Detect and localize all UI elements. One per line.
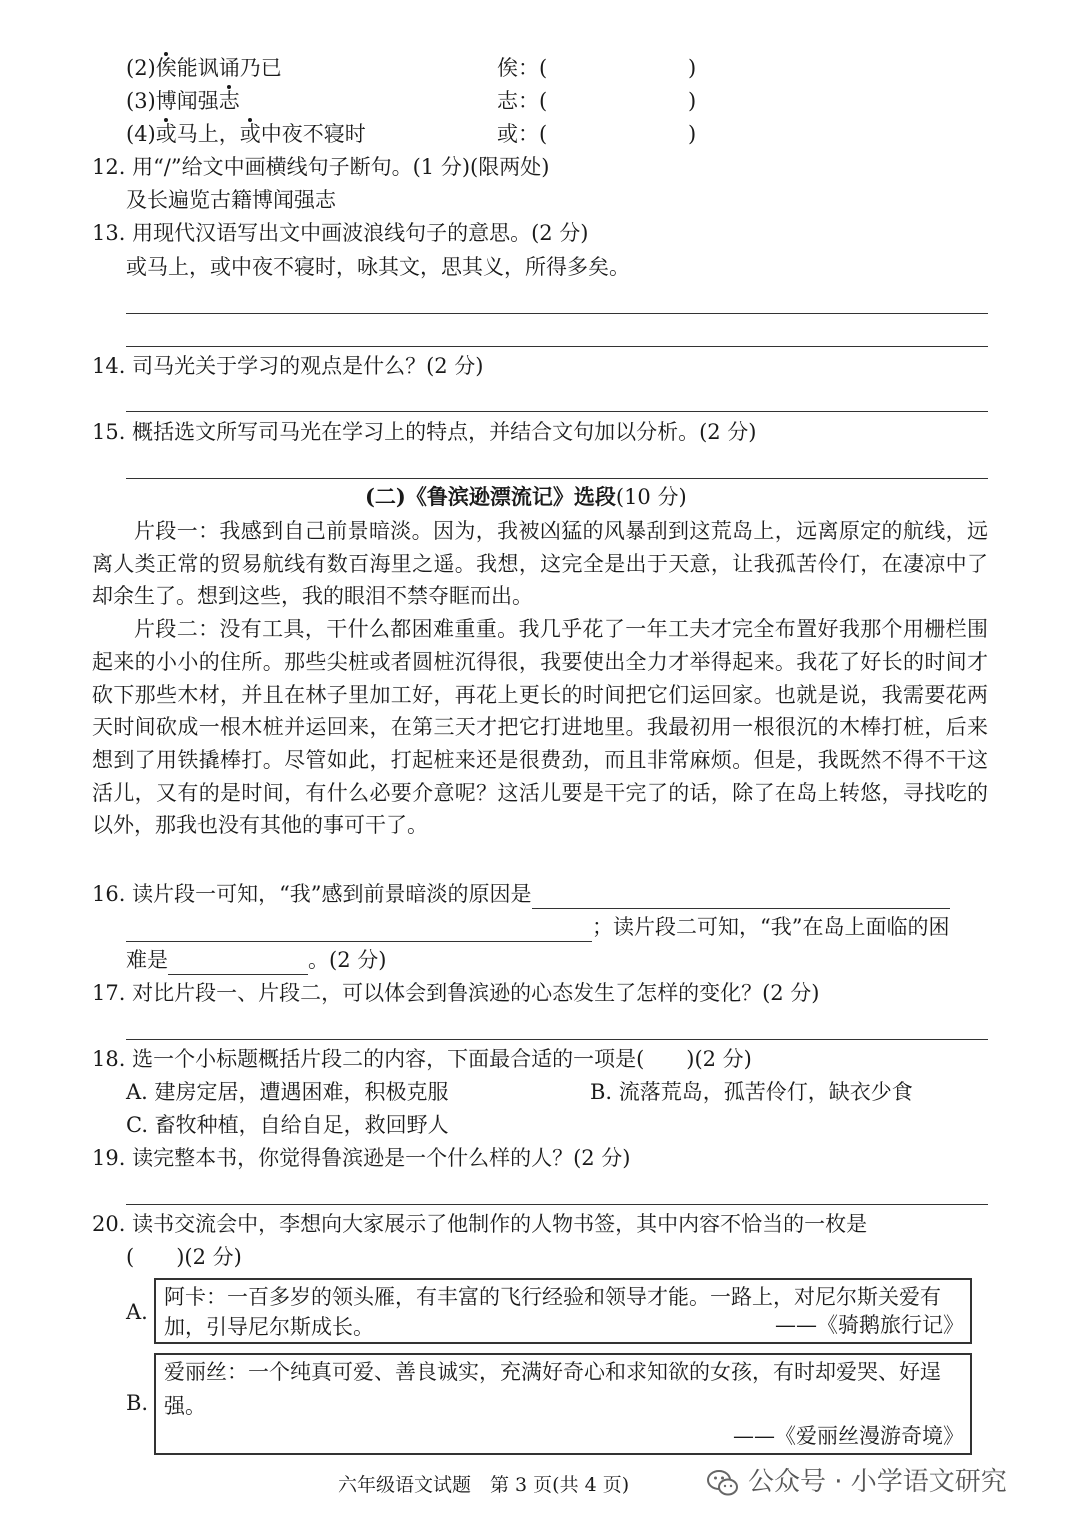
page-footer: 六年级语文试题 第 3 页(共 4 页) <box>338 1474 630 1496</box>
q12-sentence: 及长遍览古籍博闻强志 <box>126 188 336 212</box>
q15-stem: 15. 概括选文所写司马光在学习上的特点，并结合文句加以分析。(2 分) <box>92 420 757 444</box>
bookmark-b-source: ——《爱丽丝漫游奇境》 <box>733 1424 964 1448</box>
passage-fragment-1: 片段一：我感到自己前景暗淡。因为，我被凶猛的风暴刮到这荒岛上，远离原定的航线，远离人类正常的贸易航线有数百海里之遥。我想，这完全是出于天意，让我孤苦伶仃，在凄凉中了却余生了。想到这些，我的眼泪不禁夺眶而出。 <box>92 519 988 609</box>
watermark-text: 公众号 · 小学语文研究 <box>748 1467 1007 1497</box>
q11-item-2-answer: 俟：( <box>497 56 548 80</box>
q20-option-a-label[interactable]: A. <box>126 1300 148 1324</box>
fill-blank[interactable] <box>532 884 950 909</box>
q11-item-2-close: ) <box>688 56 697 80</box>
answer-line[interactable] <box>126 346 988 347</box>
bookmark-a-source: ——《骑鹅旅行记》 <box>775 1313 964 1337</box>
section-title: (二)《鲁滨逊漂流记》选段(10 分) <box>365 484 687 509</box>
q13-sentence: 或马上，或中夜不寝时，咏其文，思其义，所得多矣。 <box>126 255 630 279</box>
q20-stem-line2: ( )(2 分) <box>126 1245 242 1269</box>
answer-line[interactable] <box>126 478 988 479</box>
q13-stem: 13. 用现代汉语写出文中画波浪线句子的意思。(2 分) <box>92 221 589 245</box>
passage <box>92 515 988 842</box>
q18-stem: 18. 选一个小标题概括片段二的内容，下面最合适的一项是( )(2 分) <box>92 1047 752 1071</box>
q17-stem: 17. 对比片段一、片段二，可以体会到鲁滨逊的心态发生了怎样的变化？(2 分) <box>92 981 820 1005</box>
q11-item-3-close: ) <box>688 89 697 113</box>
q20-option-b-label[interactable]: B. <box>126 1391 149 1415</box>
answer-line[interactable] <box>126 1204 988 1205</box>
q11-item-4-close: ) <box>688 122 697 146</box>
q11-item-4-answer: 或：( <box>497 122 548 146</box>
q16-line2: ；读片段二可知，“我”在岛上面临的困 <box>126 912 949 942</box>
q18-option-c[interactable]: C. 畜牧种植，自给自足，救回野人 <box>126 1113 449 1137</box>
q11-item-2: (2)俟能讽诵乃已 <box>126 56 282 80</box>
q19-stem: 19. 读完整本书，你觉得鲁滨逊是一个什么样的人？(2 分) <box>92 1146 631 1170</box>
bookmark-a-text: 阿卡：一百多岁的领头雁，有丰富的飞行经验和领导才能。一路上，对尼尔斯关爱有加，引导尼尔斯成长。 <box>164 1285 941 1339</box>
wechat-icon <box>706 1466 740 1500</box>
q18-option-a[interactable]: A. 建房定居，遭遇困难，积极克服 <box>126 1080 449 1104</box>
fill-blank[interactable] <box>168 950 308 975</box>
fill-blank[interactable] <box>126 917 592 942</box>
q12-stem: 12. 用“/”给文中画横线句子断句。(1 分)(限两处) <box>92 155 550 179</box>
q11-item-3: (3)博闻强志 <box>126 89 240 113</box>
q14-stem: 14. 司马光关于学习的观点是什么？(2 分) <box>92 354 484 378</box>
answer-line[interactable] <box>126 1039 988 1040</box>
q18-option-b[interactable]: B. 流落荒岛，孤苦伶仃，缺衣少食 <box>590 1080 913 1104</box>
answer-line[interactable] <box>126 411 988 412</box>
bookmark-a[interactable] <box>154 1278 972 1344</box>
q16-stem: 16. 读片段一可知，“我”感到前景暗淡的原因是 <box>92 879 950 909</box>
passage-fragment-2: 片段二：没有工具，干什么都困难重重。我几乎花了一年工夫才完全布置好我那个用栅栏围起来的小小的住所。那些尖桩或者圆桩沉得很，我要使出全力才举得起来。我花了好长的时间才砍下那些木材，并且在林子里加工好，再花上更长的时间把它们运回家。也就是说，我需要花两天时间砍成一根木桩并运回来，在第三天才把它打进地里。我最初用一根很沉的木棒打桩，后来想到了用铁撬棒打。尽管如此，打起桩来还是很费劲，而且非常麻烦。但是，我既然不得不干这活儿，又有的是时间，有什么必要介意呢？这活儿要是干完了的话，除了在岛上转悠，寻找吃的以外，那我也没有其他的事可干了。 <box>92 617 988 838</box>
q20-stem: 20. 读书交流会中，李想向大家展示了他制作的人物书签，其中内容不恰当的一枚是 <box>92 1212 868 1236</box>
bookmark-b[interactable] <box>154 1353 972 1455</box>
q11-item-4: (4)或马上，或中夜不寝时 <box>126 122 366 146</box>
answer-line[interactable] <box>126 313 988 314</box>
q11-item-3-answer: 志：( <box>497 89 548 113</box>
q16-line3: 难是 。(2 分) <box>126 945 386 975</box>
bookmark-b-text: 爱丽丝：一个纯真可爱、善良诚实，充满好奇心和求知欲的女孩，有时却爱哭、好逞强。 <box>164 1360 941 1418</box>
